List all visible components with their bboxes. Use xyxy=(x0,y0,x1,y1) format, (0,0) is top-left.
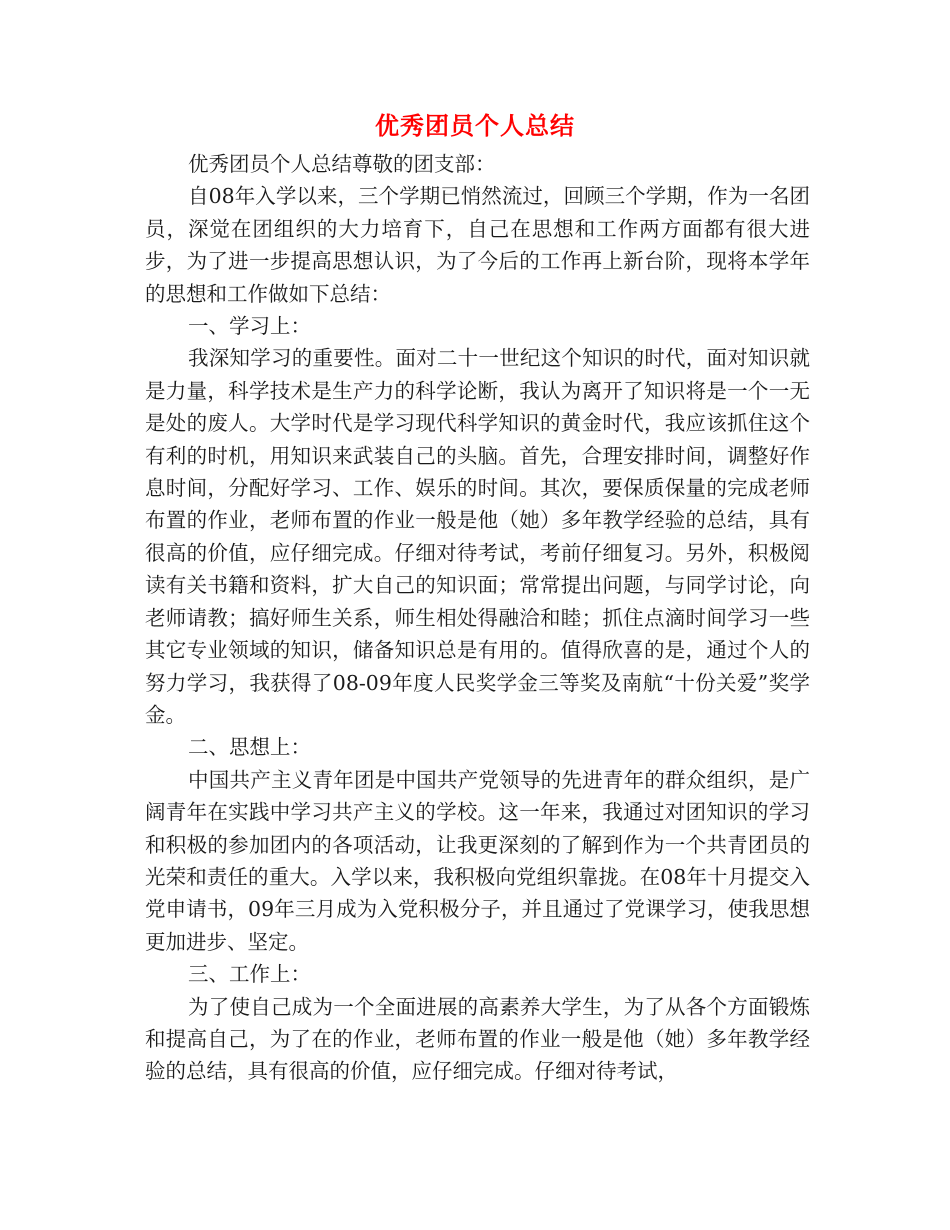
section-heading-work: 三、工作上： xyxy=(188,962,312,987)
thought-paragraph: 中国共产主义青年团是中国共产党领导的先进青年的群众组织，是广阔青年在实践中学习共产主义的学校。这一年来，我通过对团知识的学习和积极的参加团内的各项活动，让我更深刻的了解到作为一个共青团员的光荣和责任的重大。入学以来，我积极向党组织靠拢。在08年十月提交入党申请书，09年三月成为入党积极分子，并且通过了党课学习，使我思想更加进步、坚定。 xyxy=(145,767,810,954)
greeting-paragraph: 优秀团员个人总结尊敬的团支部： xyxy=(188,152,496,176)
section-heading-thought: 二、思想上： xyxy=(188,735,312,760)
document-body xyxy=(145,148,810,1088)
document-title: 优秀团员个人总结 xyxy=(375,111,575,140)
work-paragraph: 为了使自己成为一个全面进展的高素养大学生，为了从各个方面锻炼和提高自己，为了在的作业，老师布置的作业一般是他（她）多年教学经验的总结，具有很高的价值，应仔细完成。仔细对待考试， xyxy=(145,994,810,1084)
section-heading-study: 一、学习上： xyxy=(188,314,312,339)
intro-paragraph: 自08年入学以来，三个学期已悄然流过，回顾三个学期，作为一名团员，深觉在团组织的大力培育下，自己在思想和工作两方面都有很大进步，为了进一步提高思想认识，为了今后的工作再上新台阶，现将本学年的思想和工作做如下总结： xyxy=(145,184,810,306)
study-paragraph: 我深知学习的重要性。面对二十一世纪这个知识的时代，面对知识就是力量，科学技术是生产力的科学论断，我认为离开了知识将是一个一无是处的废人。大学时代是学习现代科学知识的黄金时代，我应该抓住这个有利的时机，用知识来武装自己的头脑。首先，合理安排时间，调整好作息时间，分配好学习、工作、娱乐的时间。其次，要保质保量的完成老师布置的作业，老师布置的作业一般是他（她）多年教学经验的总结，具有很高的价值，应仔细完成。仔细对待考试，考前仔细复习。另外，积极阅读有关书籍和资料，扩大自己的知识面；常常提出问题，与同学讨论，向老师请教；搞好师生关系，师生相处得融洽和睦；抓住点滴时间学习一些其它专业领域的知识，储备知识总是有用的。值得欣喜的是，通过个人的努力学习，我获得了08-09年度人民奖学金三等奖及南航“十份关爱”奖学金。 xyxy=(145,346,810,727)
